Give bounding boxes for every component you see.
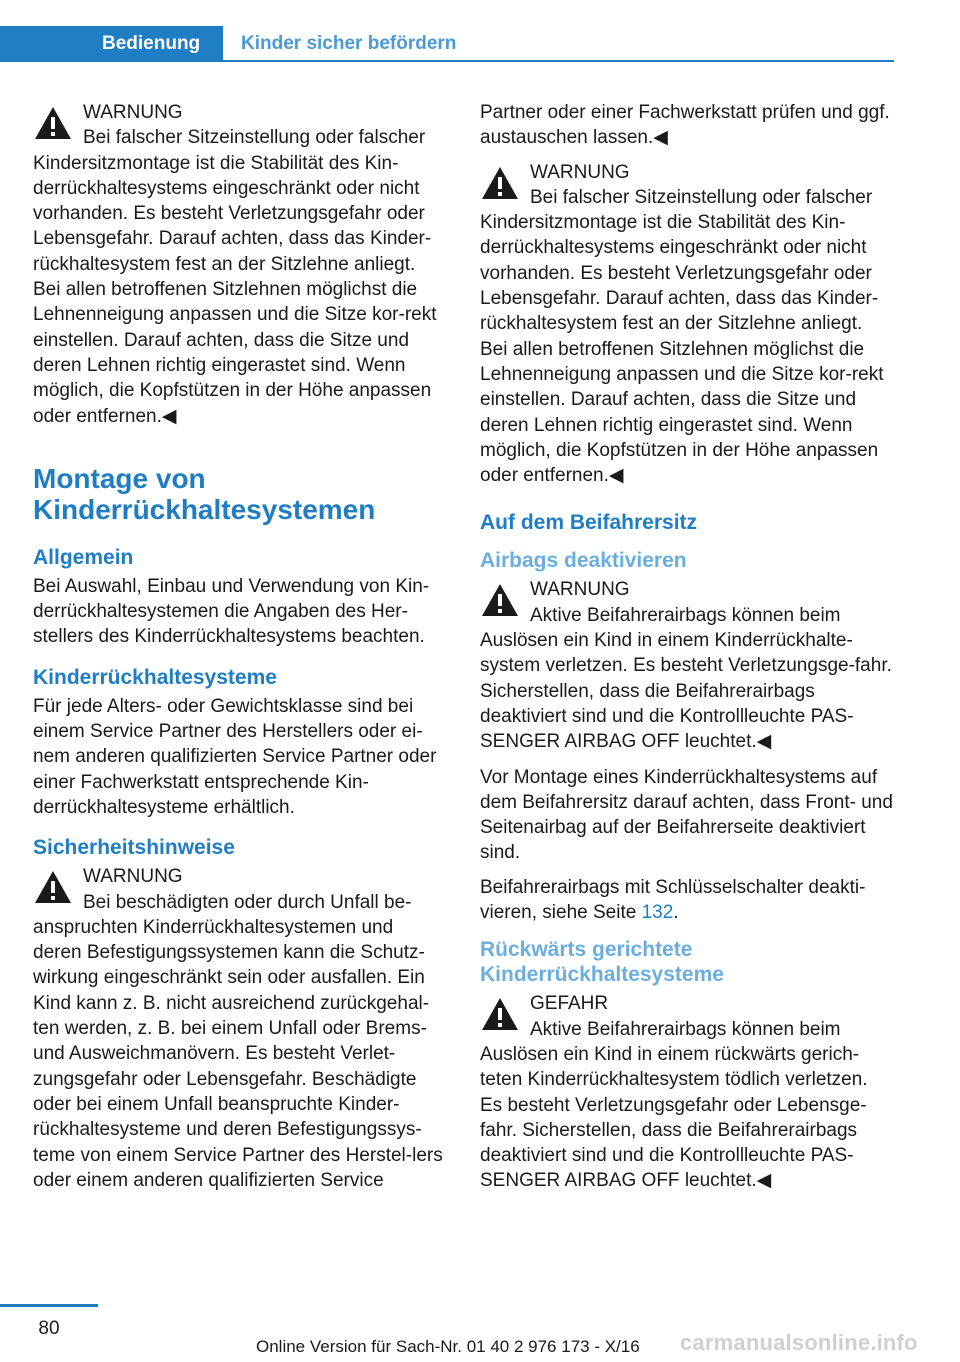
tab-bedienung[interactable]: Bedienung (0, 26, 223, 62)
warning-text: Bei falscher Sitzeinstellung oder falscher Kindersitzmontage ist die Stabilität des Kin-derrückhaltesystems eingeschränkt oder nicht vorhanden. Es besteht Verletzungsgefahr oder Lebensgefahr. Darauf achten, dass das Kinder-rückhaltesystem fest an der Sitzlehne anliegt. Bei allen betroffenen Sitzlehnen möglichst die Lehnenneigung anpassen und die Sitze kor-rekt einstellen. Darauf achten, dass die Sitze und deren Lehnen richtig eingerastet sind. Wenn möglich, die Kopfstützen in der Höhe anpassen oder entfernen.◀ (33, 127, 437, 427)
watermark: carmanualsonline.info (680, 1330, 918, 1355)
warning-triangle-icon (33, 869, 73, 905)
paragraph-continued: Partner oder einer Fachwerkstatt prüfen und ggf. austauschen lassen.◀ (480, 102, 890, 149)
warning-text: Bei falscher Sitzeinstellung oder falscher Kindersitzmontage ist die Stabilität des Kin-derrückhaltesystems eingeschränkt oder nicht vorhanden. Es besteht Verletzungsgefahr oder Lebensgefahr. Darauf achten, dass das Kinder-rückhaltesystem fest an der Sitzlehne anliegt. Bei allen betroffenen Sitzlehnen möglichst die Lehnenneigung anpassen und die Sitze kor-rekt einstellen. Darauf achten, dass die Sitze und deren Lehnen richtig eingerastet sind. Wenn möglich, die Kopfstützen in der Höhe anpassen oder entfernen.◀ (480, 186, 884, 487)
heading-beifahrersitz: Auf dem Beifahrersitz (480, 511, 698, 535)
right-column (480, 100, 894, 1204)
warning-text: Bei beschädigten oder durch Unfall be-anspruchten Kinderrückhaltesystemen und deren Befestigungssystemen kann die Schutz-wirkung eingeschränkt sein oder ausfallen. Ein Kind kann z. B. nicht ausreichend zurückgehal-ten werden, z. B. bei einem Unfall oder Brems- und Ausweichmanövern. Es besteht Verlet-zungsgefahr oder Lebensgefahr. Beschädigte oder bei einem Unfall beanspruchte Kinder-rückhaltesysteme und deren Befestigungssys-teme von einem Service Partner des Herstel-lers oder einem anderen qualifizierten Service (33, 891, 443, 1191)
warning-title: WARNUNG (530, 161, 630, 183)
warning-triangle-icon (480, 996, 520, 1032)
page-number: 80 (38, 1318, 60, 1339)
warning-block (480, 577, 894, 754)
warning-block (33, 864, 447, 1193)
paragraph-schluesselschalter (480, 875, 894, 926)
heading-rueckwaerts: Rückwärts gerichtete Kinderrückhaltesysteme (480, 938, 724, 987)
warning-triangle-icon (480, 582, 520, 618)
danger-block (480, 991, 894, 1193)
warning-block (480, 160, 894, 489)
section-title: Montage von Kinderrückhaltesystemen (33, 462, 376, 525)
paragraph-kinderrueckhaltesysteme: Für jede Alters- oder Gewichtsklasse sind bei einem Service Partner des Herstellers oder ei-nem anderen qualifizierten Service Partner oder einer Fachwerkstatt entsprechende Kin-derrückhaltesysteme erhältlich. (33, 695, 437, 818)
warning-triangle-icon (480, 165, 520, 201)
warning-text: Aktive Beifahrerairbags können beim Auslösen ein Kind in einem Kinderrückhalte-system verletzen. Es besteht Verletzungsge-fahr. Sicherstellen, dass die Beifahrerairbags deaktiviert sind und die Kontrollleuchte PAS-SENGER AIRBAG OFF leuchtet.◀ (480, 604, 892, 753)
warning-triangle-icon (33, 105, 73, 141)
header-rule (223, 60, 894, 62)
header-tabbar (0, 26, 894, 62)
paragraph-allgemein: Bei Auswahl, Einbau und Verwendung von Kin-derrückhaltesystemen die Angaben des Her-stellers des Kinderrückhaltesystems beachten. (33, 575, 430, 648)
tab-kinder-sicher-befoerdern[interactable]: Kinder sicher befördern (241, 33, 457, 54)
warning-title: WARNUNG (530, 579, 630, 601)
danger-text: Aktive Beifahrerairbags können beim Auslösen ein Kind in einem rückwärts gerich-teten Kinderrückhaltesystem tödlich verletzen. Es besteht Verletzungsgefahr oder Lebensge-fahr. Sicherstellen, dass die Beifahrerairbags deaktiviert sind und die Kontrollleuchte PAS-SENGER AIRBAG OFF leuchtet.◀ (480, 1018, 868, 1192)
footer-rule (0, 1304, 98, 1307)
heading-sicherheitshinweise: Sicherheitshinweise (33, 836, 235, 860)
warning-title: WARNUNG (83, 102, 183, 123)
left-column (33, 100, 447, 1203)
schluessel-end: . (673, 902, 679, 924)
page-link-132[interactable]: 132 (641, 902, 674, 924)
danger-title: GEFAHR (530, 993, 609, 1015)
schluessel-text: Beifahrerairbags mit Schlüsselschalter deakti-vieren, siehe Seite (480, 876, 866, 924)
warning-title: WARNUNG (83, 866, 183, 888)
heading-kinderrueckhaltesysteme: Kinderrückhaltesysteme (33, 665, 277, 689)
heading-allgemein: Allgemein (33, 545, 134, 569)
warning-block (33, 100, 447, 429)
paragraph-montage: Vor Montage eines Kinderrückhaltesystems auf dem Beifahrersitz darauf achten, dass Front- und Seitenairbag auf der Beifahrerseite deaktiviert sind. (480, 766, 893, 864)
heading-airbags-deaktivieren: Airbags deaktivieren (480, 549, 687, 573)
online-version-footer: Online Version für Sach-Nr. 01 40 2 976 173 - X/16 (256, 1337, 640, 1356)
